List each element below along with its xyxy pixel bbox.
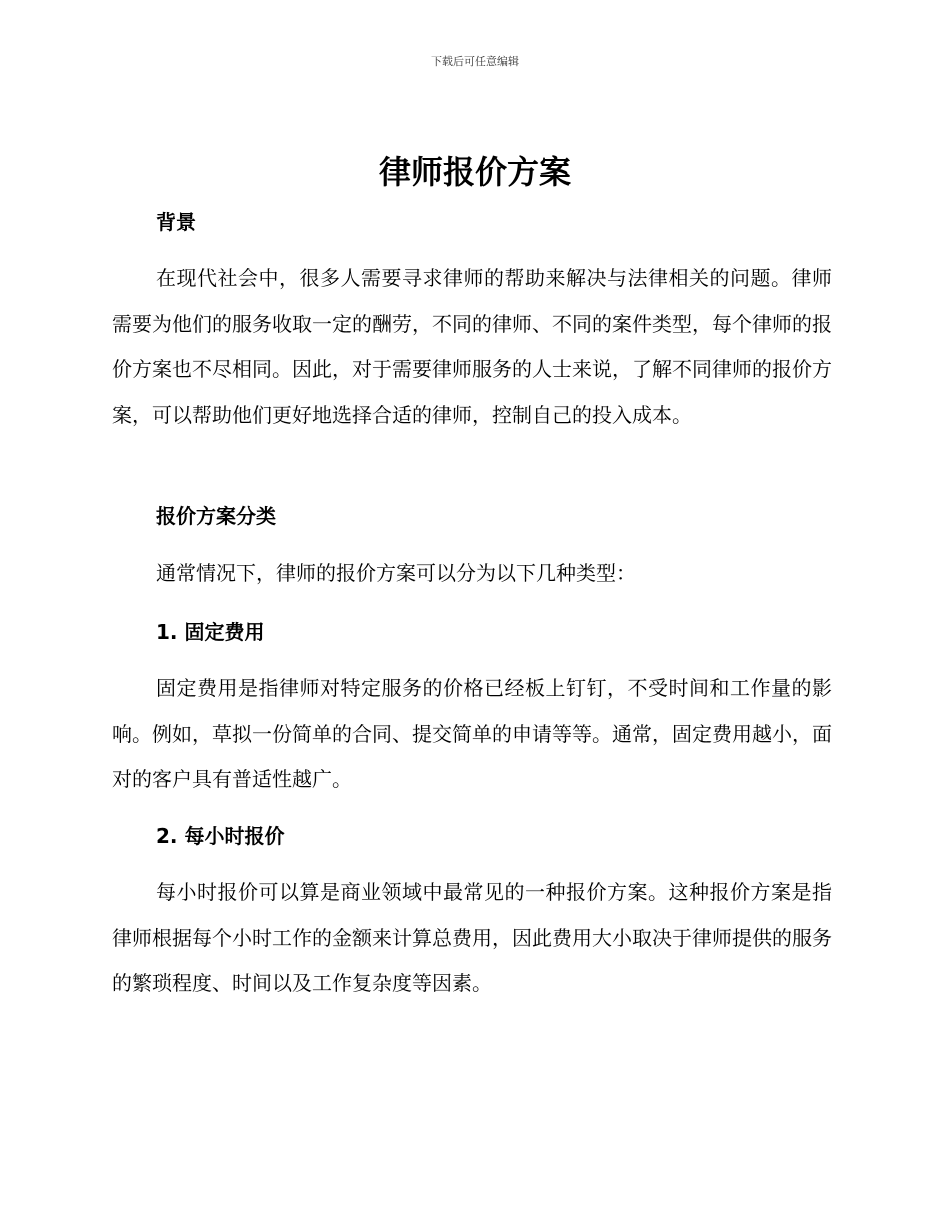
document-title: 律师报价方案 [378, 153, 571, 191]
section-heading-hourly-rate: 2. 每小时报价 [156, 824, 285, 848]
section-heading-fixed-fee: 1. 固定费用 [156, 620, 265, 644]
section-paragraph-background: 在现代社会中，很多人需要寻求律师的帮助来解决与法律相关的问题。律师需要为他们的服务收取一定的酬劳，不同的律师、不同的案件类型，每个律师的报价方案也不尽相同。因此，对于需要律师服务的人士来说，了解不同律师的报价方案，可以帮助他们更好地选择合适的律师，控制自己的投入成本。 [112, 266, 832, 427]
header-note: 下载后可任意编辑 [431, 55, 519, 68]
section-heading-background: 背景 [156, 210, 196, 234]
section-heading-categories: 报价方案分类 [156, 504, 276, 528]
section-paragraph-hourly-rate: 每小时报价可以算是商业领域中最常见的一种报价方案。这种报价方案是指律师根据每个小时工作的金额来计算总费用，因此费用大小取决于律师提供的服务的繁琐程度、时间以及工作复杂度等因素。 [112, 880, 832, 995]
section-paragraph-categories: 通常情况下，律师的报价方案可以分为以下几种类型： [156, 561, 636, 585]
section-paragraph-fixed-fee: 固定费用是指律师对特定服务的价格已经板上钉钉，不受时间和工作量的影响。例如，草拟一份简单的合同、提交简单的申请等等。通常，固定费用越小，面对的客户具有普适性越广。 [112, 676, 832, 791]
